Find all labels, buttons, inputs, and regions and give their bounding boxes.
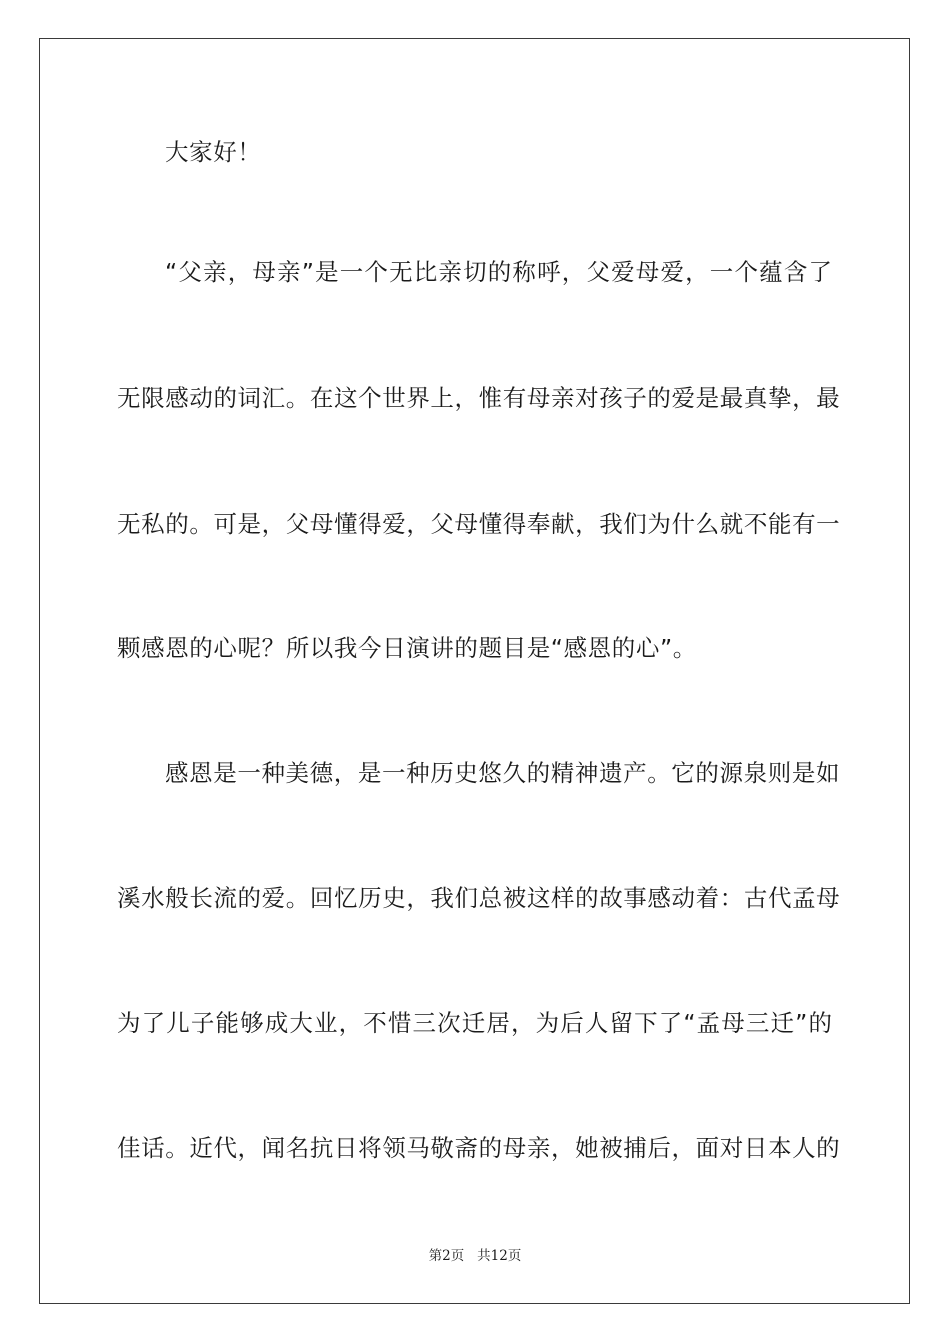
text-char: 迁 xyxy=(770,1009,795,1037)
text-char: 我 xyxy=(430,884,455,912)
text-char: 般 xyxy=(165,884,190,912)
text-char: 下 xyxy=(634,1009,659,1037)
text-char: ， xyxy=(338,1009,363,1037)
text-char: 历 xyxy=(430,759,455,787)
text-char: 儿 xyxy=(166,1009,191,1037)
text-char: 够 xyxy=(240,1009,265,1037)
text-char: 着 xyxy=(695,884,720,912)
text-char: ， xyxy=(561,258,586,286)
text-char: 领 xyxy=(382,1134,407,1162)
text-char: 本 xyxy=(767,1134,793,1162)
text-char: 这 xyxy=(333,384,359,412)
text-char: 爱 xyxy=(382,510,407,538)
page-footer xyxy=(0,1247,950,1265)
text-char: 孟 xyxy=(792,884,817,912)
text-char: 挚 xyxy=(767,384,793,412)
text-char: 日 xyxy=(333,1134,359,1162)
text-char: 样 xyxy=(550,884,576,912)
text-char: 。 xyxy=(285,884,310,912)
text-char: 的 xyxy=(213,384,238,412)
text-char: 它 xyxy=(671,759,696,787)
text-char: 惟 xyxy=(478,384,503,412)
text-char: 个 xyxy=(734,258,759,286)
text-char: 。 xyxy=(189,510,214,538)
text-char: 感 xyxy=(165,759,190,787)
text-char: 三 xyxy=(412,1009,437,1037)
text-char: 真 xyxy=(743,384,768,412)
text-char: 献 xyxy=(550,510,576,538)
text-char: 上 xyxy=(430,384,455,412)
text-char: 精 xyxy=(550,759,575,787)
text-char: 近 xyxy=(189,1134,214,1162)
text-char: 最 xyxy=(719,384,744,412)
text-char: 一 xyxy=(816,510,841,538)
text-char: 她 xyxy=(575,1134,600,1162)
text-char: 种 xyxy=(261,759,286,787)
text-char: 久 xyxy=(502,759,527,787)
text-char: 遗 xyxy=(598,759,624,787)
text-char: 懂 xyxy=(478,510,503,538)
text-char: 名 xyxy=(285,1134,310,1162)
text-char: ， xyxy=(227,258,252,286)
text-char: 母 xyxy=(526,384,551,412)
text-char: 历 xyxy=(358,884,383,912)
text-char: 捕 xyxy=(623,1134,648,1162)
text-char: 母 xyxy=(816,884,841,912)
text-char: 源 xyxy=(719,759,744,787)
text-char: ， xyxy=(792,384,817,412)
text-char: 被 xyxy=(502,884,527,912)
text-char: 的 xyxy=(237,884,262,912)
paragraph-line xyxy=(117,383,841,413)
text-char: 爱 xyxy=(671,384,696,412)
text-char: 抗 xyxy=(309,1134,334,1162)
text-char: 大 xyxy=(289,1009,314,1037)
text-char: 父 xyxy=(178,258,203,286)
text-char: 的 xyxy=(487,258,512,286)
text-char: 代 xyxy=(213,1134,238,1162)
text-char: 对 xyxy=(719,1134,744,1162)
text-char: 称 xyxy=(512,258,537,286)
text-char: 故 xyxy=(599,884,624,912)
text-char: 母 xyxy=(721,1009,746,1037)
text-char: 马 xyxy=(406,1134,431,1162)
text-char: 亲 xyxy=(438,258,463,286)
text-char: 水 xyxy=(141,884,166,912)
text-char: 。 xyxy=(647,759,672,787)
text-char: 。 xyxy=(165,1134,190,1162)
text-char: 感 xyxy=(165,384,190,412)
text-char: 敬 xyxy=(430,1134,455,1162)
text-char: 母 xyxy=(502,1134,527,1162)
text-char: 私 xyxy=(141,510,166,538)
text-char: 为 xyxy=(535,1009,560,1037)
text-char: 母 xyxy=(252,258,277,286)
text-char: 斋 xyxy=(454,1134,479,1162)
text-char: 佳 xyxy=(117,1134,142,1162)
text-char: ， xyxy=(237,1134,262,1162)
text-char: 母 xyxy=(454,510,479,538)
text-char: ， xyxy=(575,510,600,538)
text-char: 一 xyxy=(339,258,364,286)
text-char: 产 xyxy=(623,759,648,787)
text-char: 的 xyxy=(816,1134,841,1162)
text-char: 德 xyxy=(309,759,334,787)
text-char: 世 xyxy=(382,384,407,412)
text-char: 神 xyxy=(574,759,599,787)
text-char: 一 xyxy=(709,258,734,286)
text-char: 后 xyxy=(647,1134,672,1162)
text-char: 则 xyxy=(767,759,792,787)
text-char: 迁 xyxy=(461,1009,486,1037)
text-char: 个 xyxy=(364,258,389,286)
text-char: 是 xyxy=(791,759,816,787)
text-char: 最 xyxy=(816,384,841,412)
text-char: 就 xyxy=(719,510,744,538)
text-char: 面 xyxy=(695,1134,720,1162)
text-char: 父 xyxy=(586,258,611,286)
text-char: 为 xyxy=(647,510,672,538)
paragraph-line xyxy=(117,509,841,539)
text-char: 有 xyxy=(792,510,817,538)
text-char: 汇 xyxy=(261,384,286,412)
text-char: ： xyxy=(719,884,744,912)
text-char: “ xyxy=(683,1009,697,1037)
text-char: ， xyxy=(261,510,286,538)
text-char: 亲 xyxy=(526,1134,551,1162)
text-char: 呼 xyxy=(537,258,562,286)
text-char: 爱 xyxy=(261,884,286,912)
text-char: ， xyxy=(671,1134,696,1162)
text-char: 的 xyxy=(647,384,672,412)
text-char: “ xyxy=(165,258,178,286)
text-char: 是 xyxy=(357,759,382,787)
text-char: ， xyxy=(454,384,479,412)
greeting-line: 大家好！ xyxy=(165,138,262,166)
text-char: 不 xyxy=(743,510,768,538)
text-char: 无 xyxy=(117,510,142,538)
text-char: 流 xyxy=(213,884,238,912)
text-char: 母 xyxy=(635,258,660,286)
text-char: 日 xyxy=(743,1134,768,1162)
text-char: 亲 xyxy=(550,384,576,412)
text-char: 回 xyxy=(309,884,334,912)
text-char: 长 xyxy=(189,884,214,912)
text-char: 是 xyxy=(315,258,340,286)
paragraph-line: 颗感恩的心呢？所以我今日演讲的题目是“感恩的心”。 xyxy=(117,634,697,662)
text-char: 对 xyxy=(575,384,600,412)
text-char: ， xyxy=(406,884,431,912)
page-border xyxy=(39,38,910,1304)
paragraph-line xyxy=(117,883,841,913)
text-char: 限 xyxy=(141,384,166,412)
text-char: 古 xyxy=(743,884,768,912)
text-char: 三 xyxy=(745,1009,771,1037)
paragraph-line xyxy=(165,758,841,788)
text-char: 的 xyxy=(808,1009,833,1037)
text-char: 种 xyxy=(406,759,431,787)
text-char: 美 xyxy=(285,759,310,787)
text-char: 留 xyxy=(609,1009,634,1037)
text-char: 父 xyxy=(430,510,455,538)
text-char: 将 xyxy=(358,1134,383,1162)
text-char: 有 xyxy=(502,384,527,412)
text-char: 动 xyxy=(189,384,214,412)
text-char: 什 xyxy=(671,510,696,538)
text-char: 界 xyxy=(406,384,431,412)
text-char: 词 xyxy=(237,384,262,412)
text-char: 比 xyxy=(413,258,438,286)
text-char: 事 xyxy=(623,884,648,912)
text-char: 这 xyxy=(526,884,551,912)
text-char: 史 xyxy=(454,759,479,787)
text-char: 无 xyxy=(117,384,142,412)
text-char: 感 xyxy=(647,884,672,912)
text-char: 的 xyxy=(165,510,190,538)
text-char: 子 xyxy=(190,1009,215,1037)
text-char: 总 xyxy=(478,884,503,912)
text-char: 是 xyxy=(237,510,262,538)
text-char: 恩 xyxy=(189,759,214,787)
text-char: ， xyxy=(406,510,431,538)
text-char: 个 xyxy=(358,384,383,412)
text-char: 被 xyxy=(599,1134,624,1162)
text-char: 忆 xyxy=(333,884,359,912)
text-char: 一 xyxy=(237,759,262,787)
text-char: 话 xyxy=(141,1134,166,1162)
text-char: 蕴 xyxy=(759,258,784,286)
paragraph-line xyxy=(117,1008,833,1038)
text-char: 溪 xyxy=(117,884,142,912)
text-char: 们 xyxy=(454,884,479,912)
text-char: 了 xyxy=(658,1009,683,1037)
text-char: 为 xyxy=(117,1009,142,1037)
page-total: 共12页 xyxy=(477,1248,522,1264)
text-char: 是 xyxy=(695,384,720,412)
text-char: 们 xyxy=(623,510,648,538)
text-char: ， xyxy=(511,1009,536,1037)
text-char: 了 xyxy=(141,1009,166,1037)
text-char: ” xyxy=(795,1009,808,1037)
text-char: 动 xyxy=(671,884,696,912)
text-char: 悠 xyxy=(478,759,503,787)
text-char: 居 xyxy=(486,1009,511,1037)
paragraph-line xyxy=(117,1133,841,1163)
text-char: 了 xyxy=(808,258,833,286)
text-char: 孟 xyxy=(696,1009,721,1037)
text-char: 如 xyxy=(815,759,841,787)
text-char: 我 xyxy=(599,510,624,538)
text-char: 不 xyxy=(363,1009,388,1037)
text-char: 成 xyxy=(264,1009,289,1037)
text-char: 爱 xyxy=(611,258,636,286)
text-char: ” xyxy=(301,258,315,286)
text-char: 母 xyxy=(309,510,334,538)
text-char: 得 xyxy=(358,510,383,538)
text-char: 次 xyxy=(437,1009,462,1037)
text-char: 的 xyxy=(695,759,720,787)
text-char: 可 xyxy=(213,510,238,538)
text-char: 亲 xyxy=(277,258,302,286)
text-char: 人 xyxy=(792,1134,817,1162)
text-char: 子 xyxy=(623,384,648,412)
text-char: 么 xyxy=(695,510,720,538)
text-char: ， xyxy=(550,1134,576,1162)
text-char: 的 xyxy=(526,759,551,787)
text-char: 得 xyxy=(502,510,527,538)
text-char: 后 xyxy=(560,1009,585,1037)
text-char: 的 xyxy=(478,1134,503,1162)
text-char: 的 xyxy=(575,884,600,912)
text-char: 。 xyxy=(285,384,310,412)
paragraph-line xyxy=(165,257,833,287)
text-char: 人 xyxy=(584,1009,609,1037)
text-char: 代 xyxy=(767,884,793,912)
text-char: 是 xyxy=(213,759,238,787)
text-char: 一 xyxy=(381,759,407,787)
text-char: 懂 xyxy=(333,510,359,538)
text-char: 含 xyxy=(783,258,808,286)
text-char: ， xyxy=(685,258,710,286)
text-char: 惜 xyxy=(387,1009,412,1037)
text-char: 业 xyxy=(314,1009,339,1037)
text-char: 无 xyxy=(389,258,414,286)
text-char: ， xyxy=(333,759,358,787)
text-char: 孩 xyxy=(599,384,624,412)
text-char: 奉 xyxy=(526,510,551,538)
text-char: 能 xyxy=(215,1009,240,1037)
text-char: 泉 xyxy=(743,759,768,787)
text-char: 切 xyxy=(463,258,488,286)
text-char: 闻 xyxy=(261,1134,286,1162)
text-char: 亲 xyxy=(203,258,228,286)
text-char: 父 xyxy=(285,510,310,538)
page-number: 第2页 xyxy=(428,1248,465,1264)
text-char: 史 xyxy=(382,884,407,912)
text-char: 在 xyxy=(309,384,334,412)
text-char: 爱 xyxy=(660,258,685,286)
text-char: 能 xyxy=(767,510,793,538)
